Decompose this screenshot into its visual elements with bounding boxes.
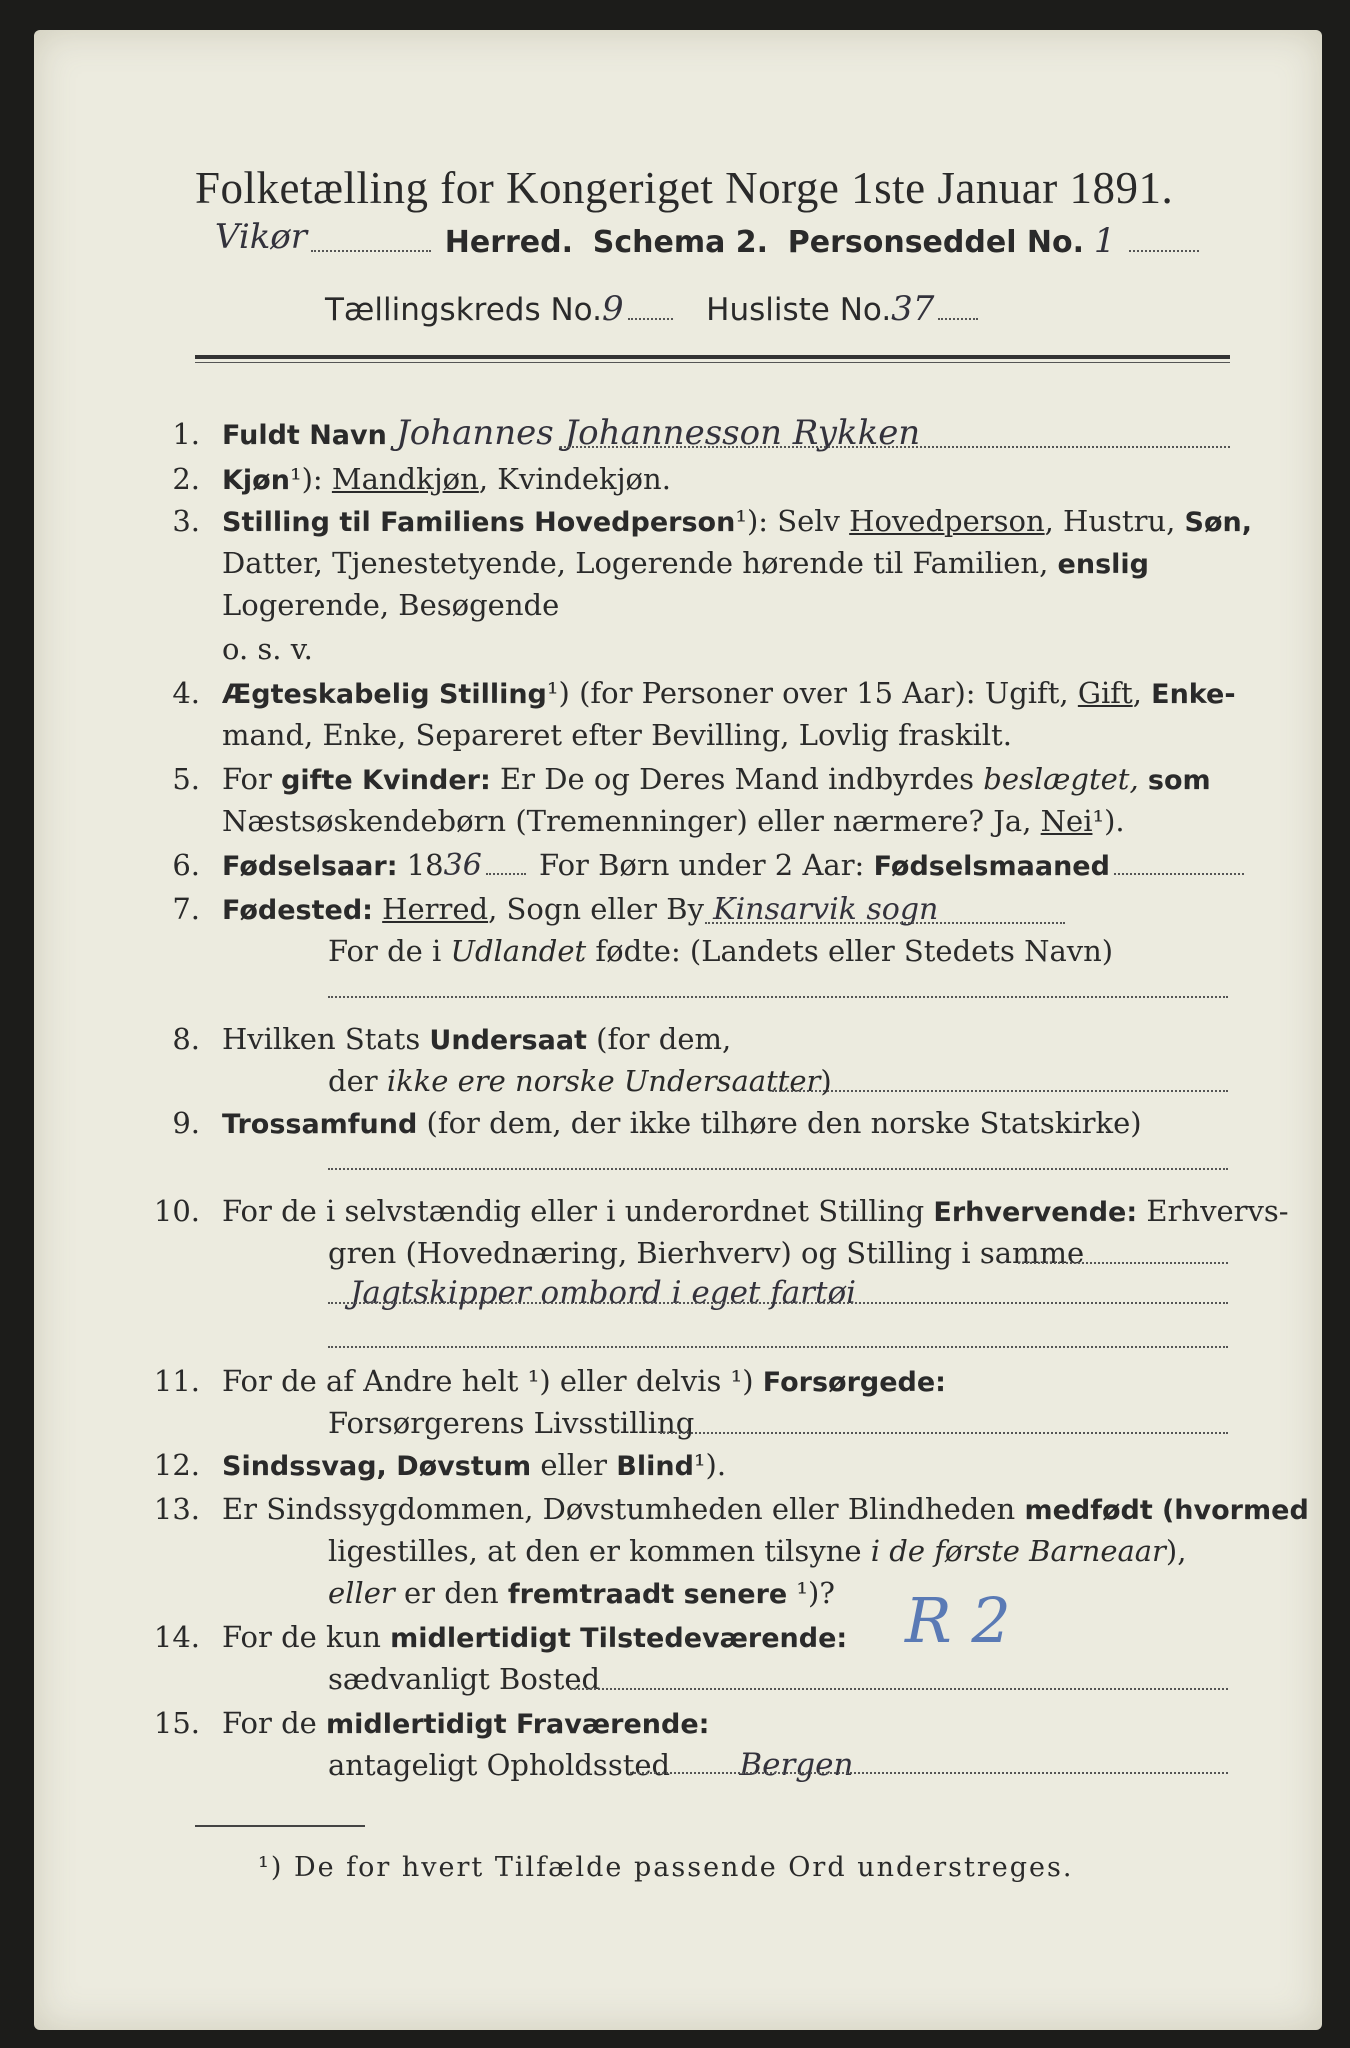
text: , [1132,676,1142,710]
option-herred: Herred [382,892,489,926]
item-number: 13. [153,1492,200,1526]
header-rule-thin [195,362,1230,363]
item-13 [140,1488,1309,1532]
item-8-line-2 [328,1060,832,1102]
text: , Hustru, [1044,504,1176,538]
text: Erhvervs- [1146,1194,1289,1228]
text: enslig [1057,549,1149,580]
text: ), [1165,1534,1187,1568]
item-15-line-2 [328,1744,853,1786]
dotline [328,996,1228,998]
text: (hvormed [1161,1495,1309,1526]
item-3-line-3: Logerende, Besøgende [222,588,560,622]
herred-line [195,217,1203,264]
form-title: Folketælling for Kongeriget Norge 1ste Januar 1891. [195,163,1174,213]
text: er den [403,1576,499,1610]
herred-value: Vikør [214,217,308,257]
dotline [570,1688,1228,1690]
header-rule [195,355,1230,359]
text: eller [540,1448,608,1482]
item-number: 11. [153,1364,200,1398]
text: Er Sindssygdommen, Døvstumheden eller Blindheden [222,1492,1016,1526]
option-kvindekjon: Kvindekjøn. [497,462,671,496]
item-number: 5. [172,762,200,796]
item-label: Trossamfund [222,1109,418,1140]
text: Søn, [1184,507,1253,538]
text: eller delvis [559,1364,722,1398]
superscript: ¹): [735,504,769,538]
item-5-line-2 [222,800,1125,842]
text: Undersaat [429,1025,587,1056]
item-5 [140,758,1211,802]
text: For de [222,1706,317,1740]
item-number: 6. [172,848,200,882]
personseddel-label: Personseddel No. [787,225,1085,260]
text: Næstsøskendebørn (Tremenninger) eller nærmere? Ja, [222,804,1032,838]
text: ligestilles, at den er kommen tilsyne [328,1534,862,1568]
item-15 [140,1702,709,1746]
text: fødte: (Landets eller Stedets Navn) [595,934,1114,968]
item-4 [140,672,1236,716]
footnote: ¹) De for hvert Tilfælde passende Ord understreges. [258,1852,1074,1883]
item-label: Fødested: [222,895,373,926]
birthplace-dotline [705,922,1065,924]
personseddel-value: 1 [1093,221,1116,261]
text: ) [820,1064,832,1098]
item-8 [140,1018,731,1062]
item-10-line-2: gren (Hovednæring, Bierhverv) og Stilling i samme [328,1236,1085,1270]
option-gift: Gift [1077,676,1133,710]
text: midlertidigt Fraværende: [326,1709,710,1740]
option-mandkjon: Mandkjøn [331,462,479,496]
text: Er De og Deres Mand indbyrdes [500,762,975,796]
item-3-line-4: o. s. v. [222,632,313,666]
option-nei: Nei [1040,804,1093,838]
text: Enke- [1151,679,1236,710]
item-number: 7. [172,892,200,926]
schema-label: Schema 2. [592,225,769,260]
item-number: 14. [153,1620,200,1654]
text: som [1147,765,1211,796]
dotline [328,1302,1228,1304]
text: (for dem, [596,1022,732,1056]
item-2: 2. Kjøn¹): Mandkjøn, Kvindekjøn. [140,458,671,502]
item-number: 9. [172,1106,200,1140]
kreds-label: Tællingskreds No. [325,292,602,328]
item-14 [140,1616,847,1660]
superscript: ¹) [527,1364,551,1398]
item-11-line-2: Forsørgerens Livsstilling [328,1406,695,1440]
superscript: ¹) [730,1364,754,1398]
item-12 [140,1444,726,1488]
item-7 [140,888,938,932]
pencil-mark: R 2 [905,1584,1011,1657]
item-6 [140,844,1248,888]
name-dotline [560,446,1230,448]
text: i de første Barneaar [870,1534,1166,1568]
text: der [328,1064,378,1098]
text: 18 [406,848,444,882]
item-number: 10. [153,1194,200,1228]
item-label: Stilling til Familiens Hovedperson [222,507,736,538]
item-number: 3. [172,504,200,538]
item-14-mark-line [905,1584,1011,1657]
residence-value: Bergen [739,1747,854,1783]
birthplace-value: Kinsarvik sogn [713,892,939,927]
kreds-value: 9 [601,289,624,329]
text: For [222,762,272,796]
text: Udlandet [450,934,587,968]
item-label: Fødselsaar: [222,851,398,882]
superscript: ¹) [546,676,570,710]
item-number: 15. [153,1706,200,1740]
dotline [328,1346,1228,1348]
dotline [1018,1262,1228,1264]
item-number: 4. [172,676,200,710]
text: For de af Andre helt [222,1364,519,1398]
text: Datter, Tjenestetyende, Logerende hørende til Familien, [222,546,1049,580]
text: Fødselsmaaned [873,851,1110,882]
dotline [772,1090,1228,1092]
item-3-line-2 [222,542,1149,586]
text: Selv [777,504,840,538]
footnote-rule [195,1825,365,1827]
item-1 [140,412,920,457]
item-13-line-3 [328,1572,835,1616]
item-4-line-2: mand, Enke, Separeret efter Bevilling, Lovlig fraskilt. [222,718,1012,752]
husliste-value: 37 [891,289,935,329]
text: Erhvervende: [933,1197,1138,1228]
text: Forsørgede: [762,1367,946,1398]
superscript: ¹)? [796,1576,835,1610]
dotline [660,1432,1228,1434]
occupation-value: Jagtskipper ombord i eget fartøi [350,1275,857,1311]
item-label: Ægteskabelig Stilling [222,679,547,710]
text: eller [328,1576,395,1610]
item-3 [140,500,1252,544]
text: (for Personer over 15 Aar): Ugift, [579,676,1069,710]
item-label: Fuldt Navn [222,420,387,451]
item-number: 2. [172,462,200,496]
dotline [328,1168,1228,1170]
item-14-line-2: sædvanligt Bosted [328,1662,601,1696]
item-13-line-2 [328,1530,1186,1572]
text: Hvilken Stats [222,1022,421,1056]
text: medfødt [1024,1495,1153,1526]
item-7-line-2 [328,930,1113,972]
herred-label: Herred. [444,225,573,260]
item-10-value-line [350,1272,856,1314]
text: For de i [328,934,442,968]
husliste-label: Husliste No. [706,292,892,328]
text: For Børn under 2 Aar: [539,848,865,882]
birth-year-value: 36 [443,848,482,883]
item-9 [140,1102,1142,1146]
text: fremtraadt senere [507,1579,788,1610]
text: (for dem, der ikke tilhøre den norske Statskirke) [426,1106,1142,1140]
full-name-value: Johannes Johannesson Rykken [396,413,921,453]
superscript: ¹): [289,462,323,496]
dotline [630,1772,1228,1774]
text: , Sogn eller By [488,892,704,926]
item-number: 1. [172,417,200,451]
kreds-line [325,288,982,331]
option-hovedperson: Hovedperson [849,504,1045,538]
item-10 [140,1190,1289,1234]
item-number: 8. [172,1022,200,1056]
text: midlertidigt Tilstedeværende: [390,1623,848,1654]
text: For de i selvstændig eller i underordnet Stilling [222,1194,925,1228]
item-label: Kjøn [222,465,290,496]
text: beslægtet, [983,762,1139,796]
text: ¹). [1092,804,1125,838]
text: gifte Kvinder: [281,765,491,796]
text: Sindssvag, Døvstum [222,1451,532,1482]
superscript: ¹). [693,1448,727,1482]
text: For de kun [222,1620,381,1654]
text: Blind [616,1451,694,1482]
item-11 [140,1360,946,1404]
text: ikke ere norske Undersaatter [386,1064,821,1098]
item-number: 12. [153,1448,200,1482]
text: antageligt Opholdssted [328,1748,671,1782]
